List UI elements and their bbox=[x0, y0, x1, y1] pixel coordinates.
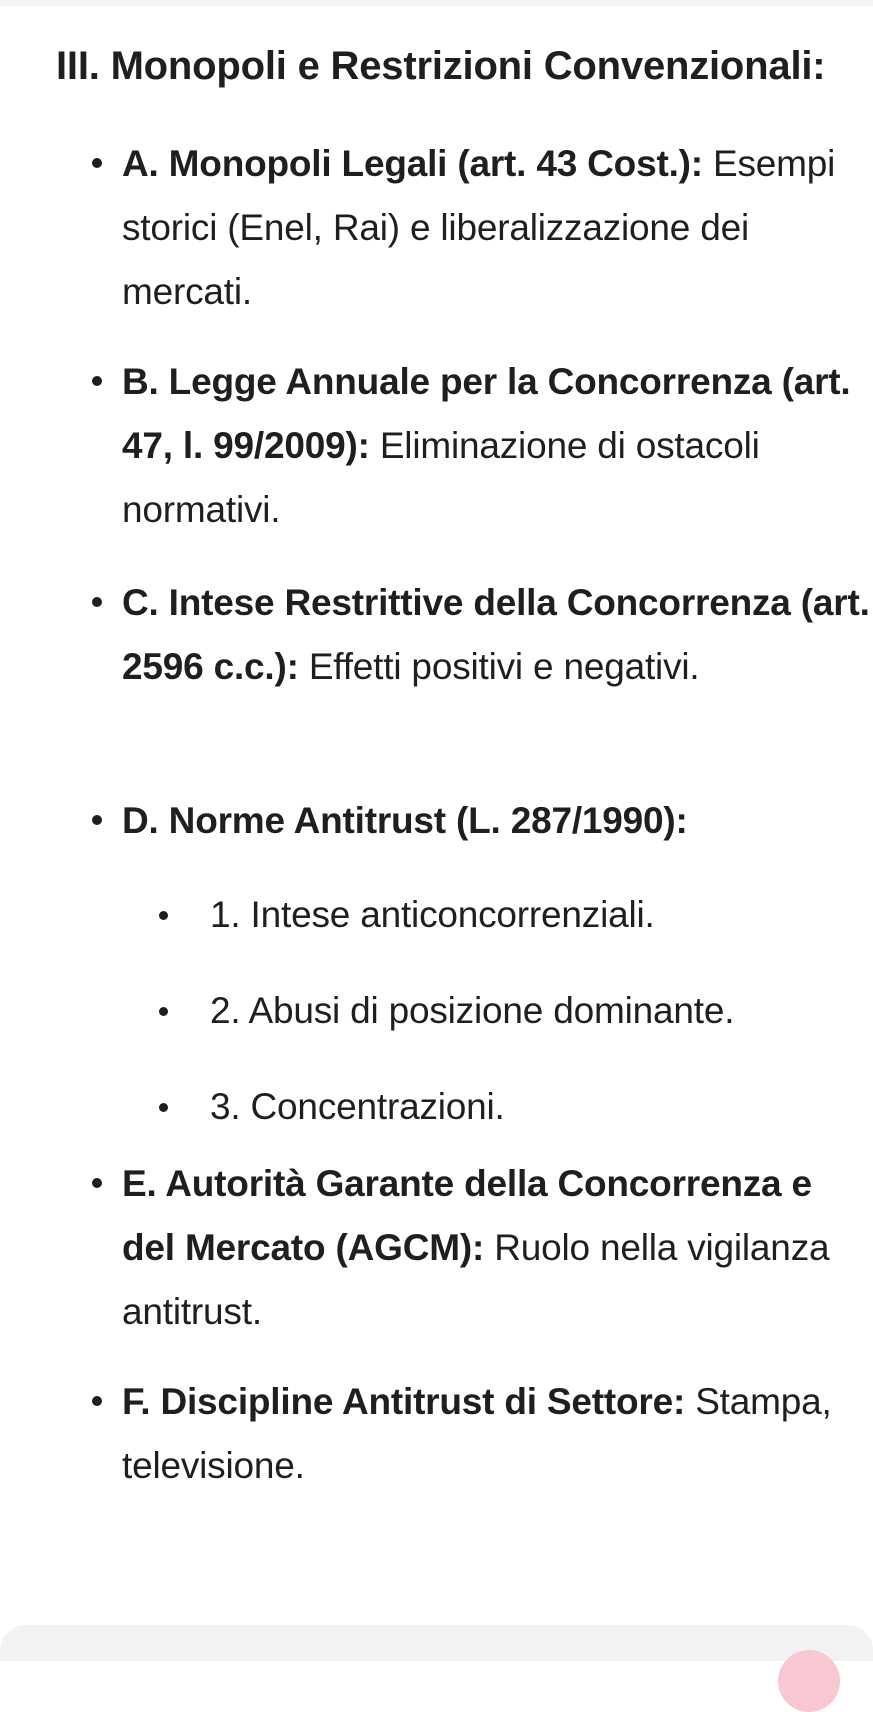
item-text: Eliminazione di ostacoli normativi. bbox=[122, 425, 760, 530]
list-item-f bbox=[122, 1370, 873, 1498]
sub-list-item-3 bbox=[210, 1079, 873, 1135]
item-text: Stampa, televisione. bbox=[122, 1381, 832, 1486]
bullet-icon bbox=[159, 911, 168, 920]
list-item-c bbox=[122, 571, 873, 699]
item-title: C. Intese Restrittive della Concorrenza (art. 2596 c.c.): bbox=[122, 582, 870, 687]
list-item-e bbox=[122, 1152, 873, 1344]
item-title: E. Autorità Garante della Concorrenza e del Mercato (AGCM): bbox=[122, 1163, 812, 1268]
bullet-icon bbox=[92, 158, 102, 168]
item-text: Ruolo nella vigilanza antitrust. bbox=[122, 1227, 830, 1332]
top-strip bbox=[0, 0, 873, 6]
item-title: B. Legge Annuale per la Concorrenza (art. 47, l. 99/2009): bbox=[122, 361, 851, 466]
item-text: Esempi storici (Enel, Rai) e liberalizzazione dei mercati. bbox=[122, 143, 836, 312]
list-item-a bbox=[122, 132, 873, 324]
sub-item-text: 2. Abusi di posizione dominante. bbox=[210, 990, 735, 1031]
bullet-icon bbox=[92, 597, 102, 607]
bullet-icon bbox=[92, 376, 102, 386]
bullet-icon bbox=[159, 1103, 168, 1112]
bullet-icon bbox=[92, 1178, 102, 1188]
item-title: F. Discipline Antitrust di Settore: bbox=[122, 1381, 686, 1422]
sub-list-item-2 bbox=[210, 983, 873, 1039]
sub-item-text: 1. Intese anticoncorrenziali. bbox=[210, 894, 655, 935]
sub-item-text: 3. Concentrazioni. bbox=[210, 1086, 505, 1127]
item-title: A. Monopoli Legali (art. 43 Cost.): bbox=[122, 143, 703, 184]
bullet-icon bbox=[159, 1007, 168, 1016]
input-bar[interactable] bbox=[0, 1625, 873, 1661]
bullet-icon bbox=[92, 1396, 102, 1406]
list-item-d bbox=[122, 789, 873, 853]
sub-list-item-1 bbox=[210, 887, 873, 943]
bullet-icon bbox=[92, 815, 102, 825]
item-title: D. Norme Antitrust (L. 287/1990): bbox=[122, 800, 688, 841]
list-item-b bbox=[122, 350, 873, 542]
item-text: Effetti positivi e negativi. bbox=[298, 646, 700, 687]
send-button[interactable] bbox=[778, 1650, 840, 1712]
section-heading: III. Monopoli e Restrizioni Convenzionali: bbox=[56, 44, 826, 88]
